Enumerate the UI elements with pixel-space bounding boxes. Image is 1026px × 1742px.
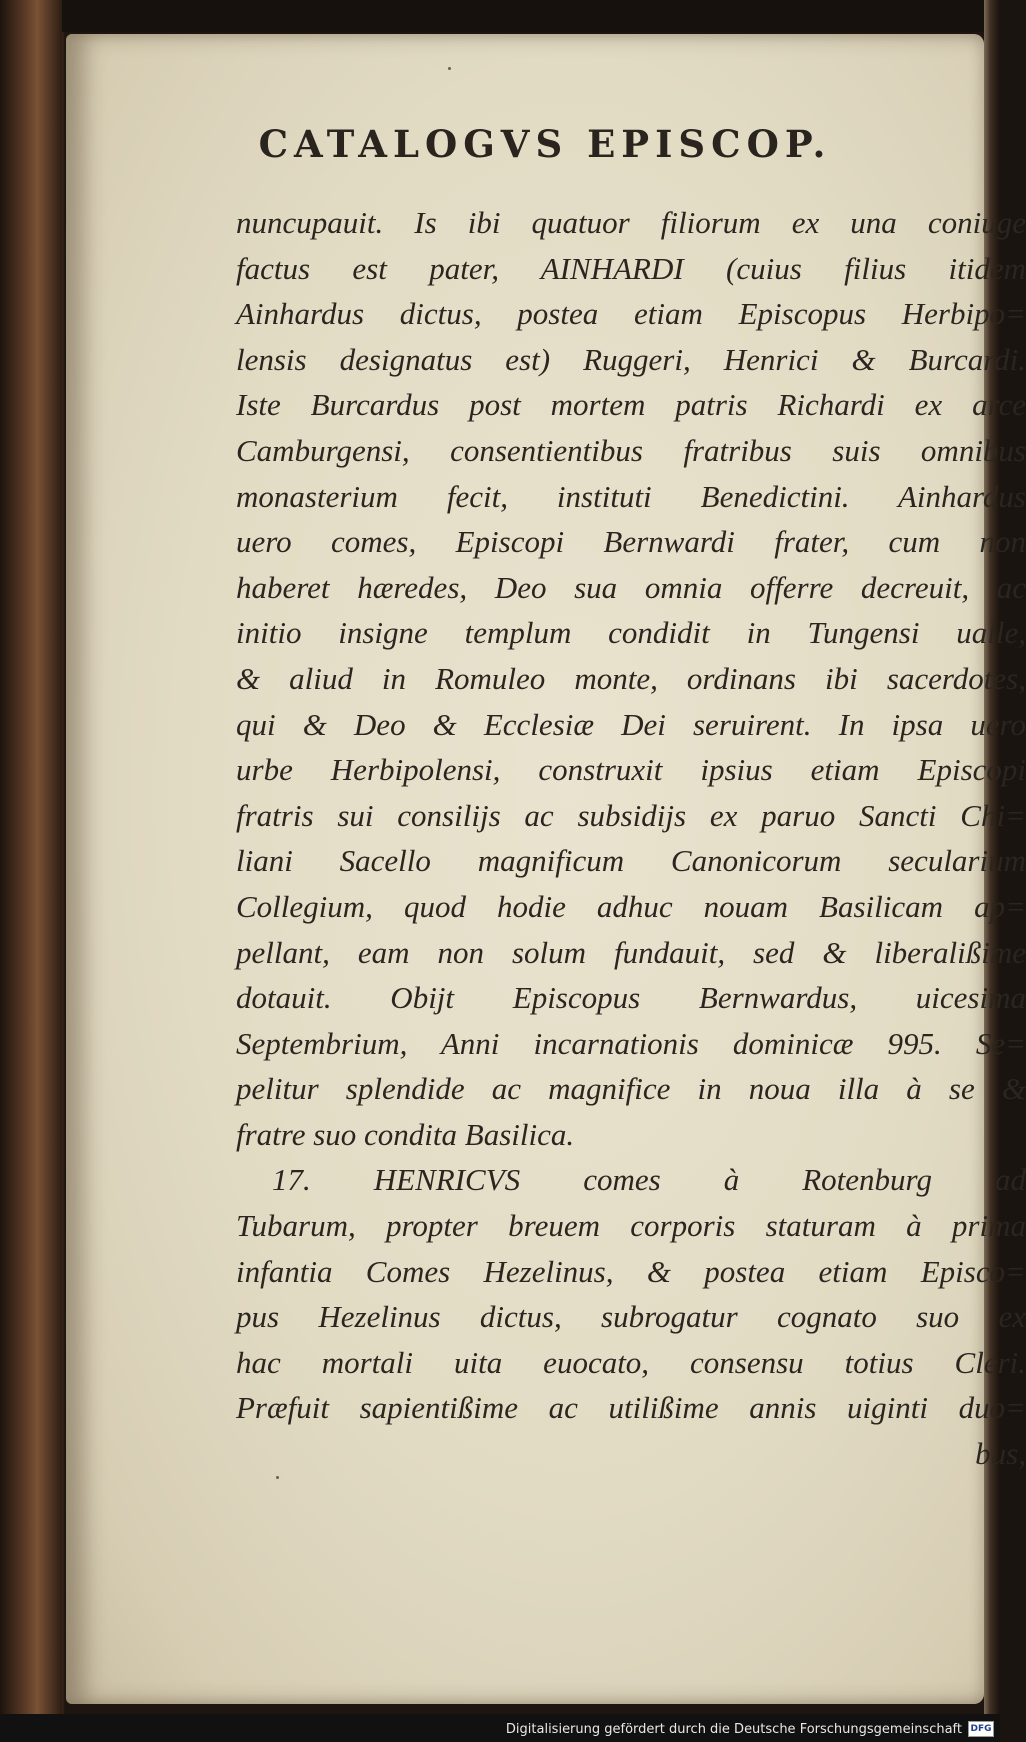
book-spine (0, 0, 62, 1742)
text-line: nuncupauit. Is ibi quatuor filiorum ex una coniuge (236, 205, 1026, 240)
paper-speck (448, 67, 451, 70)
text-line: Præfuit sapientißime ac utilißime annis uiginti duo= (236, 1390, 1026, 1426)
text-line: Collegium, quod hodie adhuc nouam Basilicam ap= (236, 888, 1026, 924)
text-line: fratre suo condita Basilica. (236, 1116, 575, 1152)
text-line: factus est pater, AINHARDI (cuius filius itidem (236, 250, 1026, 286)
text-line: pellant, eam non solum fundauit, sed & liberalißime (236, 934, 1026, 970)
text-line: monasterium fecit, instituti Benedictini. Ainhardus (236, 478, 1026, 514)
text-line: uero comes, Episcopi Bernwardi frater, cum non (236, 524, 1026, 560)
paper-speck (276, 1476, 279, 1479)
text-line: qui & Deo & Ecclesiæ Dei seruirent. In ipsa uero (236, 706, 1026, 742)
text-line: infantia Comes Hezelinus, & postea etiam Episco= (236, 1253, 1026, 1289)
text-line: fratris sui consilijs ac subsidijs ex paruo Sancti Chi= (236, 797, 1026, 833)
catchword: bus, (975, 1436, 1026, 1472)
dfg-logo-icon: DFG (968, 1721, 994, 1737)
body-text (236, 200, 1026, 1477)
text-line: pus Hezelinus dictus, subrogatur cognato suo ex (236, 1299, 1026, 1335)
scan-top-border (0, 0, 1000, 32)
running-head: CATALOGVS EPISCOP. (258, 122, 832, 166)
footer-bar (0, 1714, 1000, 1742)
book-page (66, 34, 1026, 1704)
text-line: liani Sacello magnificum Canonicorum secularium (236, 843, 1026, 879)
text-line: dotauit. Obijt Episcopus Bernwardus, uicesima (236, 980, 1026, 1016)
text-line: Iste Burcardus post mortem patris Richardi ex arce (236, 387, 1026, 423)
text-line: & aliud in Romuleo monte, ordinans ibi sacerdotes, (236, 660, 1026, 696)
funding-notice: Digitalisierung gefördert durch die Deutsche Forschungsgemeinschaft (505, 1722, 962, 1737)
text-line: pelitur splendide ac magnifice in noua illa à se & (236, 1071, 1026, 1107)
text-line: initio insigne templum condidit in Tungensi ualle, (236, 615, 1026, 651)
text-line: urbe Herbipolensi, construxit ipsius etiam Episcopi (236, 752, 1026, 788)
text-line: lensis designatus est) Ruggeri, Henrici & Burcardi. (236, 341, 1026, 377)
text-line: hac mortali uita euocato, consensu totius Cleri. (236, 1344, 1026, 1380)
text-line: Septembrium, Anni incarnationis dominicæ 995. Se= (236, 1025, 1026, 1061)
text-line: haberet hæredes, Deo sua omnia offerre decreuit, ac (236, 569, 1026, 605)
text-line: Camburgensi, consentientibus fratribus suis omnibus (236, 432, 1026, 468)
text-line: Tubarum, propter breuem corporis staturam à prima (236, 1208, 1026, 1244)
text-line: Ainhardus dictus, postea etiam Episcopus Herbipo= (236, 296, 1026, 332)
text-line: 17. HENRICVS comes à Rotenburg ad (272, 1162, 1026, 1198)
